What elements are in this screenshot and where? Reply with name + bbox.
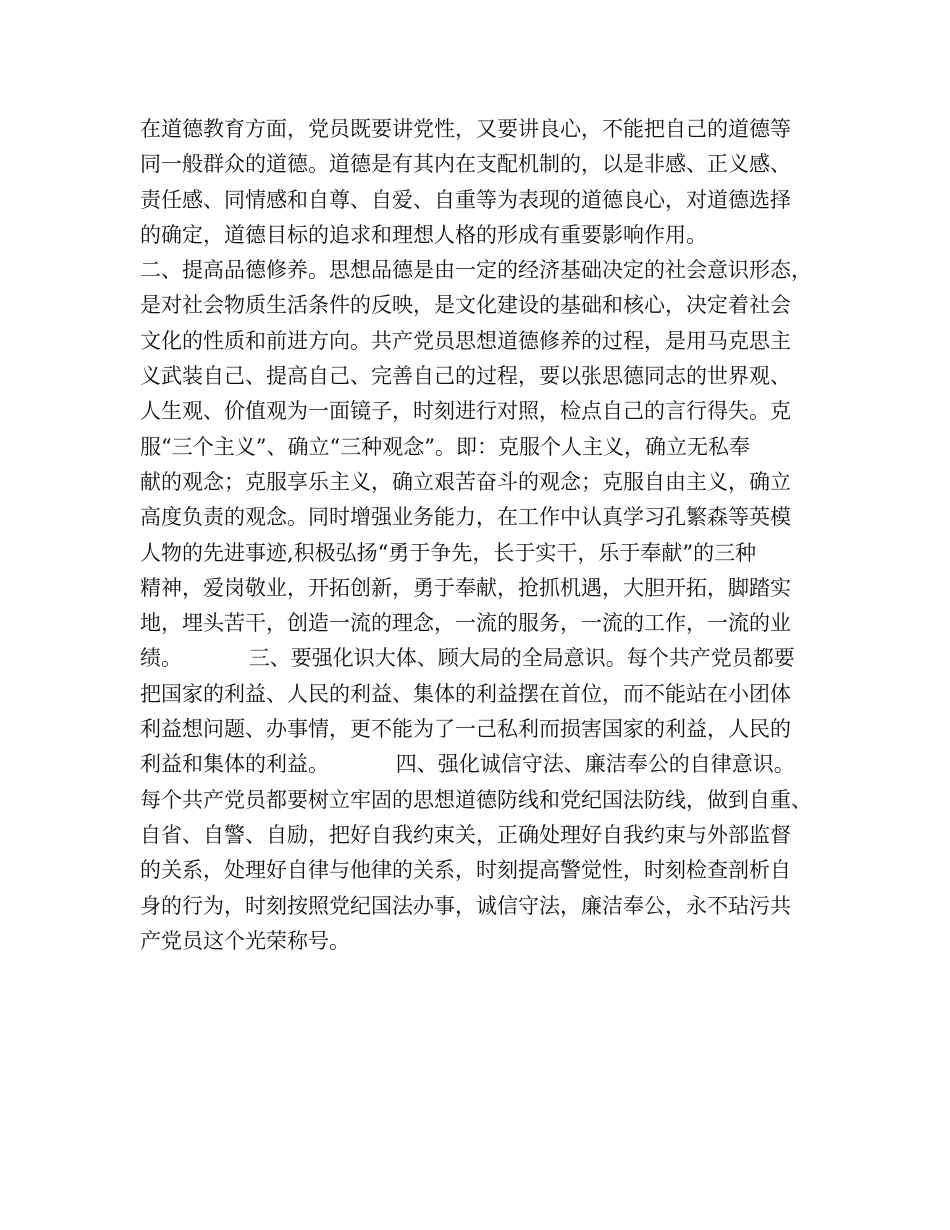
text-line: 责任感、同情感和自尊、自爱、自重等为表现的道德良心，对道德选择 — [140, 187, 791, 212]
text-line: 绩。 三、要强化识大体、顾大局的全局意识。每个共产党员都要 — [140, 646, 795, 671]
text-line: 人生观、价值观为一面镜子，时刻进行对照，检点自己的言行得失。克 — [140, 399, 791, 424]
text-line: 利益和集体的利益。 四、强化诚信守法、廉洁奉公的自律意识。 — [140, 752, 795, 777]
text-line: 的关系，处理好自律与他律的关系，时刻提高警觉性，时刻检查剖析自 — [140, 858, 791, 883]
body-text — [140, 112, 830, 959]
text-line: 产党员这个光荣称号。 — [140, 928, 350, 953]
text-line: 义武装自己、提高自己、完善自己的过程，要以张思德同志的世界观、 — [140, 364, 791, 389]
text-line: 高度负责的观念。同时增强业务能力，在工作中认真学习孔繁森等英模 — [140, 505, 791, 530]
text-line: 二、提高品德修养。思想品德是由一定的经济基础决定的社会意识形态， — [140, 258, 812, 283]
text-line: 每个共产党员都要树立牢固的思想道德防线和党纪国法防线，做到自重、 — [140, 787, 812, 812]
text-line: 身的行为，时刻按照党纪国法办事，诚信守法，廉洁奉公，永不玷污共 — [140, 893, 791, 918]
text-line: 服“三个主义”、确立“三种观念”。即：克服个人主义，确立无私奉 — [140, 434, 750, 459]
text-line: 同一般群众的道德。道德是有其内在支配机制的，以是非感、正义感、 — [140, 152, 791, 177]
text-line: 文化的性质和前进方向。共产党员思想道德修养的过程，是用马克思主 — [140, 328, 791, 353]
text-line: 把国家的利益、人民的利益、集体的利益摆在首位，而不能站在小团体 — [140, 681, 791, 706]
text-line: 地，埋头苦干，创造一流的理念，一流的服务，一流的工作，一流的业 — [140, 611, 791, 636]
text-line: 是对社会物质生活条件的反映，是文化建设的基础和核心，决定着社会 — [140, 293, 791, 318]
text-line: 精神，爱岗敬业，开拓创新，勇于奉献，抢抓机遇，大胆开拓，脚踏实 — [140, 575, 791, 600]
text-line: 自省、自警、自励，把好自我约束关，正确处理好自我约束与外部监督 — [140, 822, 791, 847]
text-line: 献的观念；克服享乐主义，确立艰苦奋斗的观念；克服自由主义，确立 — [140, 469, 791, 494]
text-line: 人物的先进事迹,积极弘扬“勇于争先，长于实干，乐于奉献”的三种 — [140, 540, 757, 565]
text-line: 的确定，道德目标的追求和理想人格的形成有重要影响作用。 — [140, 222, 707, 247]
text-line: 在道德教育方面，党员既要讲党性，又要讲良心，不能把自己的道德等 — [140, 117, 791, 141]
text-line: 利益想问题、办事情，更不能为了一己私利而损害国家的利益，人民的 — [140, 717, 791, 742]
